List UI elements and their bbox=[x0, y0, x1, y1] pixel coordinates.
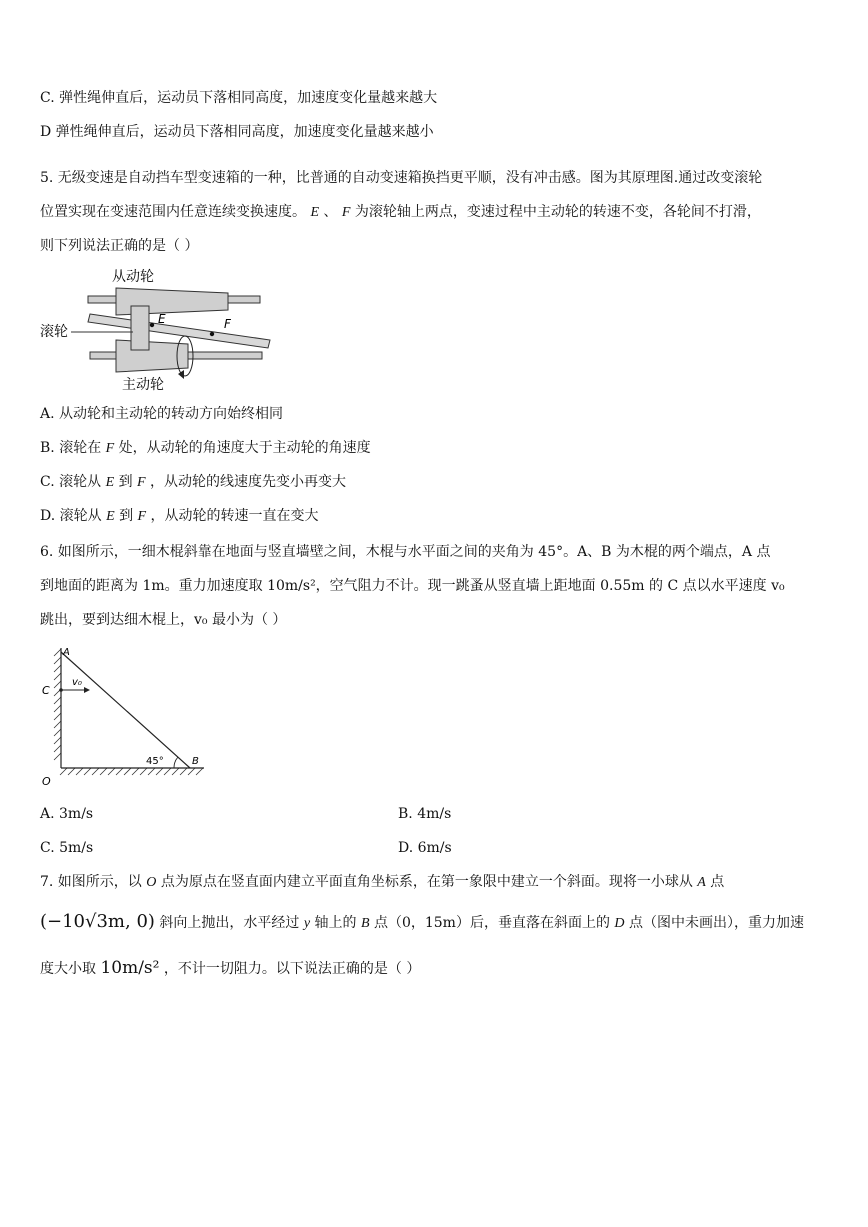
q6-option-d: D. 6m/s bbox=[398, 840, 452, 856]
roller-label: 滚轮 bbox=[40, 324, 68, 340]
gravity-value: 10m/s² bbox=[100, 958, 160, 978]
driven-wheel-label: 从动轮 bbox=[112, 269, 154, 285]
ground-hatch bbox=[60, 768, 203, 775]
label-o: O bbox=[42, 775, 51, 788]
q6-stem-line1: 6. 如图所示，一细木棍斜靠在地面与竖直墙壁之间，木棍与水平面之间的夹角为 45°。A、B 为木棍的两个端点，A 点 bbox=[40, 544, 771, 560]
q6-option-c: C. 5m/s bbox=[40, 840, 94, 856]
q5-option-c: C. 滚轮从 E 到 F ，从动轮的线速度先变小再变大 bbox=[40, 474, 347, 490]
q7-stem-line3: 度大小取 10m/s² ，不计一切阻力。以下说法正确的是（ ） bbox=[40, 958, 421, 978]
q7-stem-line2: (−10√3m, 0) 斜向上抛出，水平经过 y 轴上的 B 点（0，15m）后，垂直落在斜面上的 D 点（图中未画出），重力加速 bbox=[40, 911, 804, 932]
stick bbox=[61, 652, 190, 768]
roller bbox=[131, 306, 149, 350]
label-angle: 45° bbox=[146, 756, 164, 767]
label-a: A bbox=[63, 647, 70, 658]
wall-hatch bbox=[54, 649, 61, 760]
coord-a: (−10√3m, 0) bbox=[40, 911, 155, 932]
q5-option-b: B. 滚轮在 F 处，从动轮的角速度大于主动轮的角速度 bbox=[40, 440, 371, 456]
driver-wheel-label: 主动轮 bbox=[122, 377, 164, 392]
angle-arc bbox=[174, 757, 178, 768]
q4-option-c: C. 弹性绳伸直后，运动员下落相同高度，加速度变化量越来越大 bbox=[40, 90, 438, 106]
point-f-dot bbox=[210, 332, 214, 336]
q6-stem-line2: 到地面的距离为 1m。重力加速度取 10m/s²，空气阻力不计。现一跳蚤从竖直墙上距地面 0.55m 的 C 点以水平速度 v₀ bbox=[40, 578, 785, 594]
q4-option-d: D 弹性绳伸直后，运动员下落相同高度，加速度变化量越来越小 bbox=[40, 124, 434, 140]
label-b: B bbox=[192, 756, 199, 767]
point-f-label: F bbox=[224, 317, 231, 331]
q5-stem-line2: 位置实现在变速范围内任意连续变换速度。 E 、 F 为滚轮轴上两点，变速过程中主动轮的转速不变，各轮间不打滑， bbox=[40, 204, 761, 220]
q5-stem-line3: 则下列说法正确的是（ ） bbox=[40, 238, 199, 254]
q5-stem-line1: 5. 无级变速是自动挡车型变速箱的一种，比普通的自动变速箱换挡更平顺，没有冲击感。图为其原理图.通过改变滚轮 bbox=[40, 170, 763, 186]
q7-stem-line1: 7. 如图所示，以 O 点为原点在竖直面内建立平面直角坐标系，在第一象限中建立一个斜面。现将一小球从 A 点 bbox=[40, 874, 725, 890]
label-c: C bbox=[42, 684, 50, 697]
q6-option-a: A. 3m/s bbox=[40, 806, 94, 822]
q5-option-d: D. 滚轮从 E 到 F ，从动轮的转速一直在变大 bbox=[40, 508, 319, 524]
stick-wall-diagram bbox=[38, 642, 218, 792]
point-e-dot bbox=[150, 323, 154, 327]
point-e-label: E bbox=[158, 312, 166, 326]
q6-stem-line3: 跳出，要到达细木棍上，v₀ 最小为（ ） bbox=[40, 612, 287, 628]
cvt-diagram bbox=[38, 262, 278, 392]
q6-option-b: B. 4m/s bbox=[398, 806, 452, 822]
label-v0: v₀ bbox=[72, 677, 82, 688]
q5-option-a: A. 从动轮和主动轮的转动方向始终相同 bbox=[40, 406, 284, 422]
